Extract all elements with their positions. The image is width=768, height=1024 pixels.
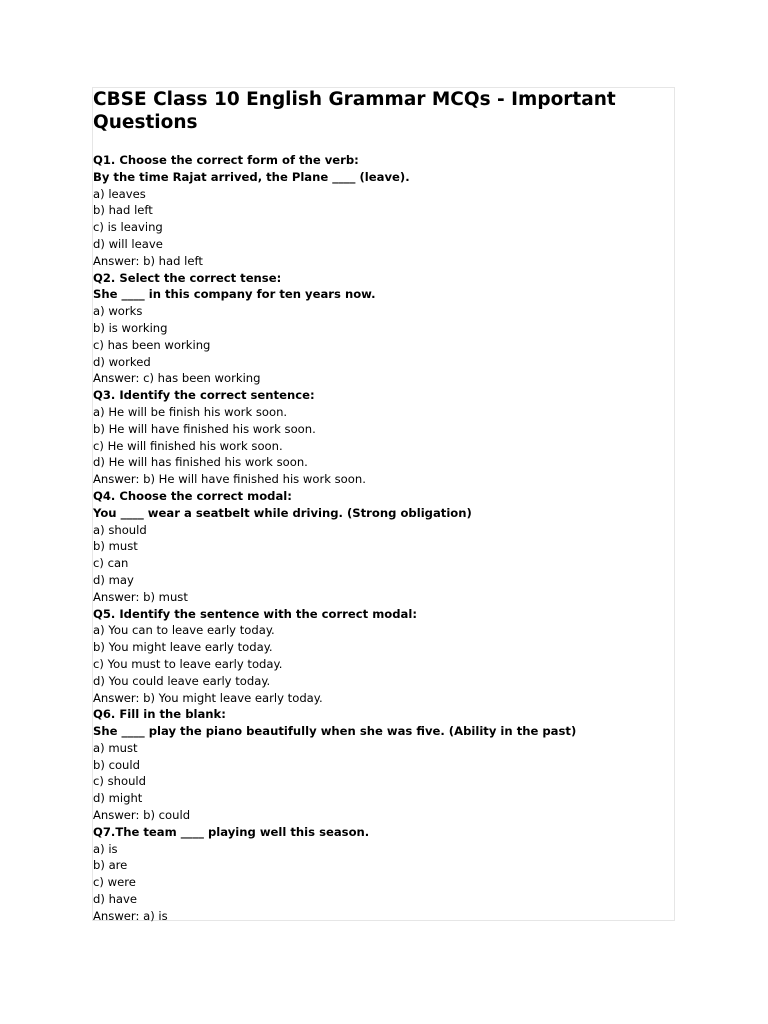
- answer-option: a) is: [93, 841, 118, 856]
- answer-option: c) can: [93, 556, 129, 571]
- answer-option: d) You could leave early today.: [93, 673, 271, 688]
- correct-answer: Answer: b) could: [93, 808, 191, 823]
- question-prompt: She ____ in this company for ten years now.: [93, 287, 376, 302]
- answer-option: d) will leave: [93, 236, 163, 251]
- correct-answer: Answer: b) He will have finished his work soon.: [93, 472, 366, 487]
- correct-answer: Answer: a) is: [93, 908, 168, 923]
- answer-option: b) You might leave early today.: [93, 640, 273, 655]
- question-block: [93, 270, 673, 388]
- question-prompt: You ____ wear a seatbelt while driving. (Strong obligation): [93, 505, 472, 520]
- answer-option: d) worked: [93, 354, 151, 369]
- answer-option: c) You must to leave early today.: [93, 656, 283, 671]
- answer-option: a) He will be finish his work soon.: [93, 404, 288, 419]
- answer-option: c) He will finished his work soon.: [93, 438, 283, 453]
- question-heading: Q4. Choose the correct modal:: [93, 488, 292, 503]
- answer-option: b) could: [93, 757, 140, 772]
- question-heading: Q1. Choose the correct form of the verb:: [93, 153, 359, 167]
- question-heading: Q2. Select the correct tense:: [93, 270, 282, 285]
- question-block: [93, 706, 673, 824]
- answer-option: c) were: [93, 875, 136, 890]
- answer-option: b) had left: [93, 203, 153, 218]
- answer-option: d) may: [93, 572, 134, 587]
- document-title: CBSE Class 10 English Grammar MCQs - Important Questions: [93, 89, 616, 133]
- question-heading: Q6. Fill in the blank:: [93, 707, 226, 722]
- correct-answer: Answer: b) must: [93, 589, 188, 604]
- answer-option: d) have: [93, 892, 138, 907]
- question-block: [93, 152, 673, 270]
- answer-option: b) are: [93, 858, 128, 873]
- question-heading: Q5. Identify the sentence with the correct modal:: [93, 606, 417, 621]
- document-content: [93, 88, 673, 925]
- correct-answer: Answer: b) had left: [93, 253, 203, 268]
- question-block: [93, 824, 673, 925]
- question-block: [93, 387, 673, 488]
- question-heading: Q3. Identify the correct sentence:: [93, 388, 315, 403]
- question-block: [93, 488, 673, 606]
- answer-option: c) has been working: [93, 337, 211, 352]
- correct-answer: Answer: b) You might leave early today.: [93, 690, 323, 705]
- answer-option: a) must: [93, 740, 138, 755]
- answer-option: a) works: [93, 304, 143, 319]
- question-block: [93, 606, 673, 707]
- question-list: [93, 152, 673, 925]
- answer-option: d) He will has finished his work soon.: [93, 455, 308, 470]
- question-heading: Q7.The team ____ playing well this season.: [93, 824, 370, 839]
- answer-option: b) must: [93, 539, 138, 554]
- answer-option: d) might: [93, 791, 143, 806]
- answer-option: b) He will have finished his work soon.: [93, 421, 316, 436]
- answer-option: a) leaves: [93, 186, 146, 201]
- answer-option: a) should: [93, 522, 147, 537]
- question-prompt: She ____ play the piano beautifully when she was five. (Ability in the past): [93, 724, 577, 739]
- answer-option: c) is leaving: [93, 220, 163, 235]
- answer-option: a) You can to leave early today.: [93, 623, 275, 638]
- question-prompt: By the time Rajat arrived, the Plane ____ (leave).: [93, 169, 410, 184]
- answer-option: c) should: [93, 774, 146, 789]
- correct-answer: Answer: c) has been working: [93, 371, 261, 386]
- answer-option: b) is working: [93, 320, 168, 335]
